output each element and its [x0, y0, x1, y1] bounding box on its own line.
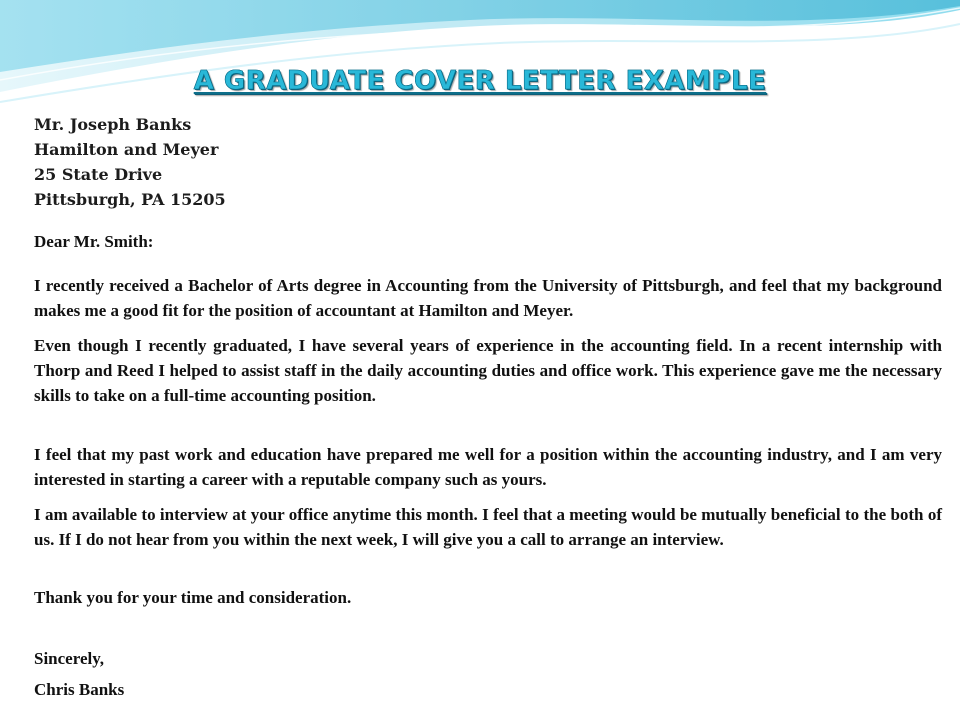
paragraph-text: Even though I recently graduated, I have several years of experience in the accounting field. In a recent internship with Thorp and Reed I helped to assist staff in the daily accounting duties and office work. This experience gave me the necessary skills to take on a full-time accounting position.	[34, 336, 942, 405]
recipient-street: 25 State Drive	[34, 165, 163, 184]
letter-paragraph-1	[34, 273, 942, 323]
recipient-address	[34, 112, 226, 212]
paragraph-text: I recently received a Bachelor of Arts degree in Accounting from the University of Pittsburgh, and feel that my background makes me a good fit for the position of accountant at Hamilton and Meyer.	[34, 276, 942, 320]
page-title: A GRADUATE COVER LETTER EXAMPLE	[193, 66, 767, 96]
letter-closing	[34, 646, 942, 671]
recipient-name: Mr. Joseph Banks	[34, 115, 192, 134]
paragraph-text: I am available to interview at your office anytime this month. I feel that a meeting would be mutually beneficial to the both of us. If I do not hear from you within the next week, I will give you a call to arrange an interview.	[34, 505, 942, 549]
signature-text: Chris Banks	[34, 680, 125, 699]
letter-salutation	[34, 229, 942, 254]
letter-paragraph-3	[34, 442, 942, 492]
salutation-text: Dear Mr. Smith:	[34, 232, 154, 251]
recipient-company: Hamilton and Meyer	[34, 140, 219, 159]
closing-text: Sincerely,	[34, 649, 105, 668]
letter-paragraph-4	[34, 502, 942, 552]
thanks-text: Thank you for your time and consideration.	[34, 588, 352, 607]
letter-signature	[34, 677, 942, 702]
letter-paragraph-2	[34, 333, 942, 408]
recipient-city: Pittsburgh, PA 15205	[34, 190, 226, 209]
paragraph-text: I feel that my past work and education have prepared me well for a position within the accounting industry, and I am very interested in starting a career with a reputable company such as yours.	[34, 445, 942, 489]
letter-thanks	[34, 585, 942, 610]
